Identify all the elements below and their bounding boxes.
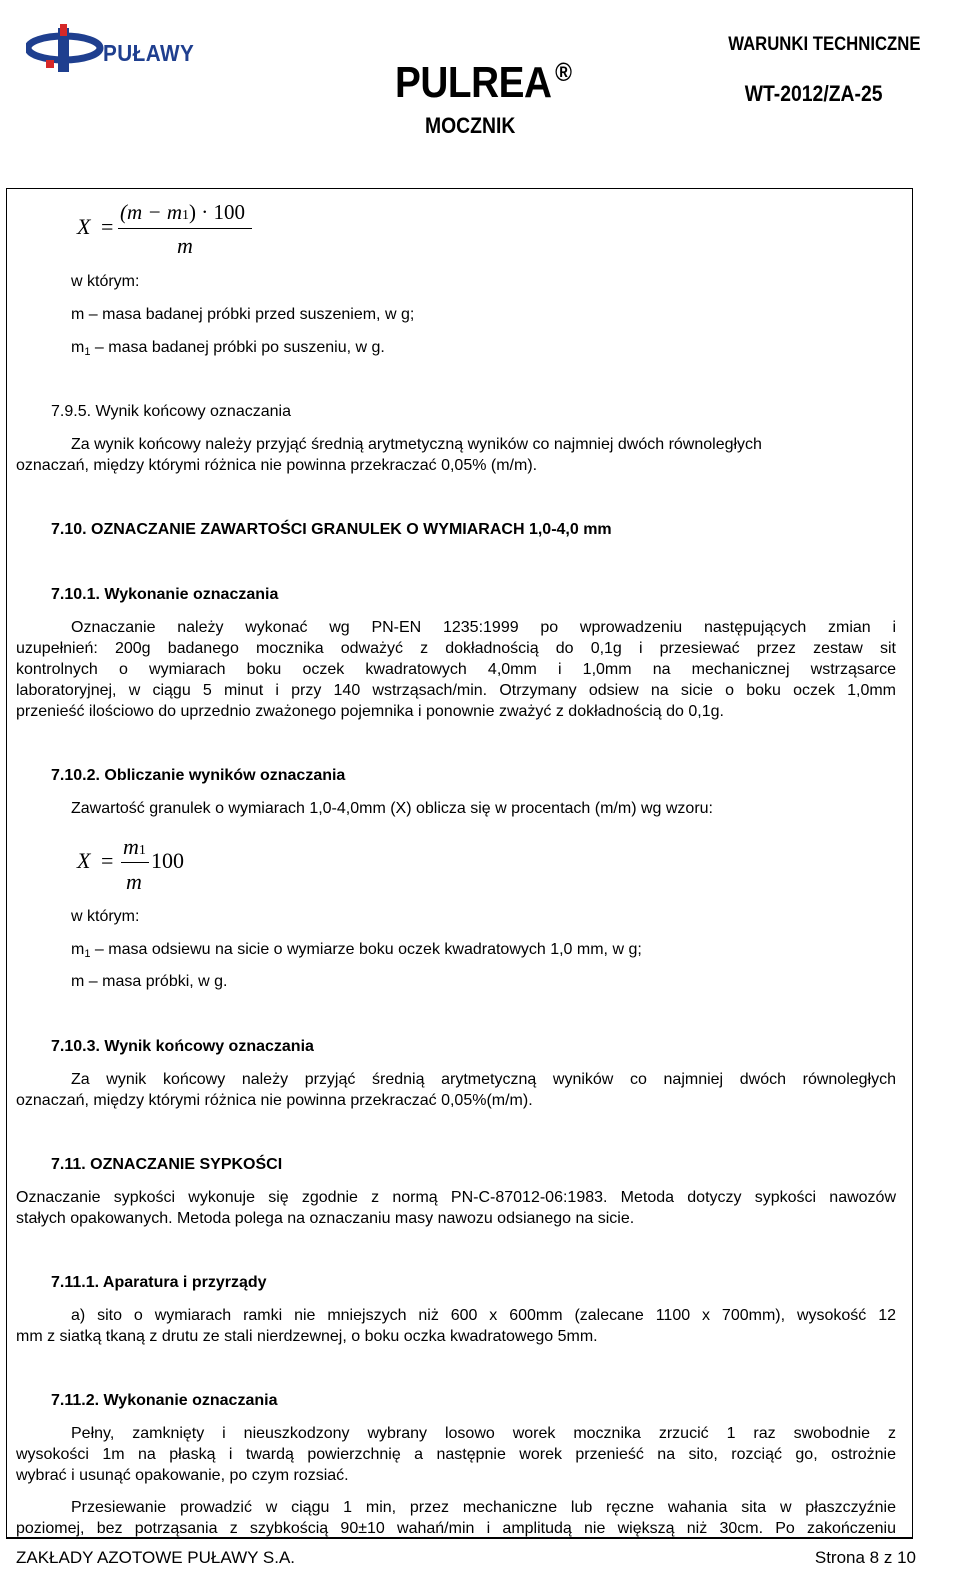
section-7-9-5-line-2: oznaczań, między którymi różnica nie powinna przekraczać 0,05% (m/m). <box>16 457 538 474</box>
product-name: MOCZNIK <box>425 113 516 138</box>
section-7-10-1-line-2: uzupełnień: 200g badanego mocznika odważyć z dokładnością do 0,1g i przesiewać przez zestaw sit <box>16 640 896 657</box>
formula1-numerator: (m − m1) · 100 <box>120 200 245 224</box>
definition-m1-sieve: $m_1$ – masa odsiewu na sicie o wymiarze boku oczek kwadratowych 1,0 mm, w g; <box>71 941 642 960</box>
section-7-11-heading: 7.11. OZNACZANIE SYPKOŚCI <box>51 1156 283 1173</box>
brand-title: PULREA ® <box>395 57 572 107</box>
formula1-fraction-bar <box>118 228 252 229</box>
section-7-10-3-line-2: oznaczań, między którymi różnica nie powinna przekraczać 0,05%(m/m). <box>16 1092 533 1109</box>
where-label-1: w którym: <box>71 273 140 290</box>
formula1-denominator: m <box>177 233 193 258</box>
formula1-lhs: X <box>77 214 91 239</box>
document-code: WT-2012/ZA-25 <box>744 81 882 106</box>
section-7-10-heading: 7.10. OZNACZANIE ZAWARTOŚCI GRANULEK O WYMIARACH 1,0-4,0 mm <box>51 521 612 538</box>
section-7-10-2-intro: Zawartość granulek o wymiarach 1,0-4,0mm (X) oblicza się w procentach (m/m) wg wzoru: <box>71 800 713 817</box>
footer-divider <box>6 1537 913 1539</box>
section-7-11-2-p2-line-1: Przesiewanie prowadzić w ciągu 1 min, przez mechaniczne lub ręczne wahania sita w płaszczyźnie <box>71 1499 896 1516</box>
section-7-9-5-line-1: Za wynik końcowy należy przyjąć średnią arytmetyczną wyników co najmniej dwóch równoległych <box>71 436 762 453</box>
section-7-11-1-line-1: a) sito o wymiarach ramki nie mniejszych niż 600 x 600mm (zalecane 1100 x 700mm), wysokość 12 <box>71 1307 896 1324</box>
formula2-lhs: X <box>77 848 91 873</box>
registered-mark: ® <box>555 57 572 87</box>
formula2-numerator: m1 <box>123 834 146 859</box>
formula1-eq: = <box>101 214 114 239</box>
section-7-11-2-heading: 7.11.2. Wykonanie oznaczania <box>51 1392 278 1409</box>
section-7-10-1-line-4: laboratoryjnej, w ciągu 5 minut i przy 140 wstrząsach/min. Otrzymany odsiew na sicie o boku oczek 1,0mm <box>16 682 896 699</box>
section-7-11-1-heading: 7.11.1. Aparatura i przyrządy <box>51 1274 267 1291</box>
formula2-denominator: m <box>126 869 142 894</box>
section-7-10-3-line-1: Za wynik końcowy należy przyjąć średnią arytmetyczną wyników co najmniej dwóch równoległych <box>71 1071 896 1088</box>
section-7-10-2-heading: 7.10.2. Obliczanie wyników oznaczania <box>51 767 346 784</box>
where-label-2: w którym: <box>71 908 140 925</box>
section-7-10-1-line-5: przenieść ilościowo do uprzednio zważonego pojemnika i ponownie zważyć z dokładnością do 0,1g. <box>16 703 724 720</box>
formula2-factor: 100 <box>151 848 184 873</box>
footer-page-number: Strona 8 z 10 <box>814 1548 916 1567</box>
definition-m: m – masa badanej próbki przed suszeniem, w g; <box>71 306 415 323</box>
section-7-10-1-line-3: kontrolnych o wymiarach boku oczek kwadratowych 4,0mm i 1,0mm na mechanicznej wstrząsarce <box>16 661 896 678</box>
document-type: WARUNKI TECHNICZNE <box>727 34 920 55</box>
page-header <box>0 0 960 186</box>
section-7-10-1-heading: 7.10.1. Wykonanie oznaczania <box>51 586 279 603</box>
section-7-11-2-p1-line-1: Pełny, zamknięty i nieuszkodzony wybrany losowo worek mocznika zrzucić 1 raz swobodnie z <box>71 1425 896 1442</box>
definition-m-sample: m – masa próbki, w g. <box>71 973 228 990</box>
formula2-eq: = <box>101 848 114 873</box>
logo-text: PUŁAWY <box>103 40 195 66</box>
section-7-11-1-line-2: mm z siatką tkaną z drutu ze stali nierdzewnej, o boku oczka kwadratowego 5mm. <box>16 1328 598 1345</box>
section-7-9-5-heading: 7.9.5. Wynik końcowy oznaczania <box>51 403 291 420</box>
section-7-11-2-p2-line-2: poziomej, bez potrząsania z szybkością 90±10 wahań/min i amplitudą nie większą niż 30cm. Po zakończeniu <box>16 1520 896 1537</box>
section-7-11-2-p1-line-2: wysokości 1m na płaską i twardą powierzchnię a następnie worek przenieść na sito, rozciąć go, ostrożnie <box>16 1446 896 1463</box>
formula2-fraction-bar <box>121 862 149 863</box>
footer-company: ZAKŁADY AZOTOWE PUŁAWY S.A. <box>16 1548 296 1567</box>
section-7-10-3-heading: 7.10.3. Wynik końcowy oznaczania <box>51 1038 314 1055</box>
section-7-11-line-2: stałych opakowanych. Metoda polega na oznaczaniu masy nawozu odsianego na sicie. <box>16 1210 635 1227</box>
section-7-10-1-line-1: Oznaczanie należy wykonać wg PN-EN 1235:1999 po wprowadzeniu następujących zmian i <box>71 619 896 636</box>
section-7-11-2-p1-line-3: wybrać i usunąć opakowanie, po czym rozsiać. <box>16 1467 349 1484</box>
section-7-11-line-1: Oznaczanie sypkości wykonuje się zgodnie z normą PN-C-87012-06:1983. Metoda dotyczy sypkości nawozów <box>16 1189 896 1206</box>
definition-m1: $m_1$ – masa badanej próbki po suszeniu, w g. <box>71 339 385 358</box>
